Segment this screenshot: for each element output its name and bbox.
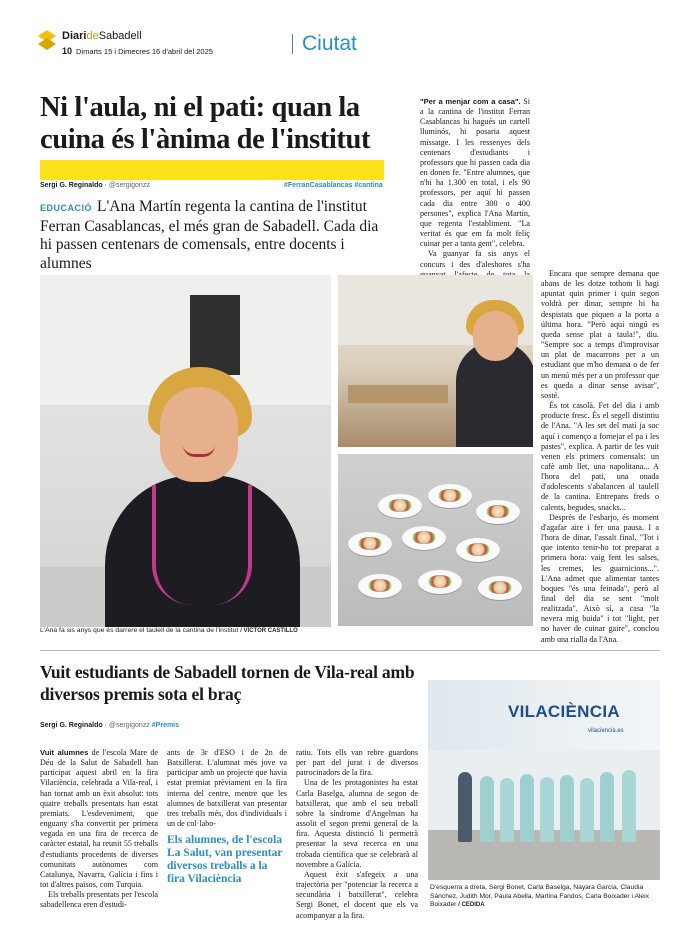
article2-column-3: ratiu. Tots ells van rebre guardons per part del jurat i de diversos patrocinadors de la fira. Una de les protagonistes ha estat Carla Baselga, alumna de segon de batxillerat, que amb el seu treball sobre la síndrome d'Angelman ha assolit el segon premi general de la fira. Aquesta distinció li permetrà presentar la seva recerca en una trobada científica que se celebrarà al novembre a Galícia. Aquest èxit s'afegeix a una trajectòria per "potenciar la recerca a secundària i batxillerat", celebra Sergi Bonet, el docent que els va acompanyar a la fira. <box>296 748 418 920</box>
ana-martin-photo <box>40 275 331 627</box>
article1-tags: #FerranCasablancas #cantina <box>284 182 383 189</box>
issue-date: Dimarts 15 i Dimecres 16 d'abril del 2025 <box>76 47 213 56</box>
article1-lead: EDUCACIÓ L'Ana Martín regenta la cantina de l'institut Ferran Casablancas, el més gran de Sabadell. Cada dia hi passen centenars de comensals, entre docents i alumnes <box>40 198 379 272</box>
article1-column-1: "Per a menjar com a casa". Si a la cantina de l'institut Ferran Casablancas hi hagués un cartell lluminós, hi posaria aquest missatge. I les ressenyes dels centenars d'estudiants i professors que hi passen cada dia en donen fe. "Entre alumnes, que n'hi ha 1.300 en total, i els 90 professors, per aquí hi passen cada dia entre 300 o 400 persones", explica l'Ana Martín, que regenta l'establiment. "La veritat és que em fa molt feliç cuinar per a tanta gent", celebra. Va guanyar fa sis anys el concurs i des d'aleshores s'ha <box>420 97 530 269</box>
plates-photo <box>338 454 533 626</box>
section-title: Ciutat <box>302 32 357 55</box>
page-number: 10 <box>62 46 73 56</box>
article2-column-2: ants de 3r d'ESO i de 2n de Batxillerat. L'alumnat més jove va participar amb un projecte que havia estat premiat prèviament en la fira interna del centre, mentre que les alumnes de batxillerat van presentar tres treballs més, dos d'individuals i un de col·labo- <box>167 748 287 829</box>
brand-name: DiarideSabadell <box>62 30 142 42</box>
section-divider <box>292 34 293 54</box>
article1-column-2: Encara que sempre demana que abans de les dotze tothom li hagi apuntat quin primer i quin segon voldrà per dinar, sempre hi ha despistats que piquen a la porta a última hora. "Però aquí ningú es queda sense plat a taula!", diu. "Sempre soc a temps d'improvisar un plat de macarrons per a un estudiant que m'ho demana o de fer un menú més per a un professor que es queda a dinar sense avisar", sosté. És tot casolà. Fet del dia i amb producte fresc. És el segell distintiu de l'Ana. "A les set del matí ja soc aquí i començo a fornejar el pa i les pastes", explica. A partir de les vuit venen els primers comensals: un cafè amb llet, una napolitana... A l'hora del pati, una onada d'adolescents s'abalancen al taulell de la cantina. Entrepans freds o calents, begudes, snacks... Després de l'esbarjo, és moment d'agafar aire i fer una pausa. I a l'hora de dinar, l'assalt final. "Tot i que intento tenir-ho tot preparat a primera hora: vaig fent les salses, les cremes, les guarnicions...". L'Ana admet que alimentar tantes boques "és una feinada", però al final del dia se sent "molt realitzada". Això sí, a casa "la nevera mig buida" i tot "light, per no haver de cuinar gaire", conclou amb una rialla da l'Ana. <box>541 269 659 644</box>
article1-photo-caption: L'Ana fa sis anys que és darrere el taulell de la cantina de l'institut / VÍCTOR CASTILLO <box>40 627 298 634</box>
headline-highlight-bar <box>40 160 384 180</box>
article1-headline: Ni l'aula, ni el pati: quan la cuina és l'ànima de l'institut <box>40 92 371 155</box>
article2-photo-caption: D'esquerra a dreta, Sergi Bonet, Carla Baselga, Nayara García, Claudia Sánchez, Judith Mor, Paula Abella, Martina Fandos, Carla Boixader i Aleix Boixader / CEDIDA <box>430 884 649 909</box>
article1-byline: Sergi G. Reginaldo · @sergigonzz <box>40 182 150 189</box>
article-separator <box>40 650 660 651</box>
article2-pullquote: Els alumnes, de l'escola La Salut, van presentar diversos treballs a la fira Vilaciència <box>167 834 283 885</box>
article2-column-1: Vuit alumnes de l'escola Mare de Déu de la Salut de Sabadell han participat aquest abril en la fira Vilaciència, celebrada a Vila-real, i han tornat amb un èxit absolut: tots quatre treballs presentats han estat premiats. L'esdeveniment, que enguany s'ha convertit per primera vegada en una fira de recerca de caràcter estatal, ha reunit 55 treballs d'estudiants procedents de diverses comunitats autònomes com Catalunya, Navarra, Galícia i fins i tot d'altres països, com Turquia. Els treballs presentats per l'escola sabadellenca eren d'estudi- <box>40 748 158 910</box>
article2-headline: Vuit estudiants de Sabadell tornen de Vila-real amb diversos premis sota el braç <box>40 662 415 704</box>
article2-byline: Sergi G. Reginaldo · @sergigonzz #Premis <box>40 722 180 729</box>
students-group-photo <box>428 680 660 880</box>
diari-logo-icon <box>38 30 56 52</box>
cafeteria-photo <box>338 275 533 447</box>
vilaciencia-banner-text: VILACIÈNCIA <box>508 702 620 721</box>
vilaciencia-url: vilaciencia.es <box>588 728 624 734</box>
